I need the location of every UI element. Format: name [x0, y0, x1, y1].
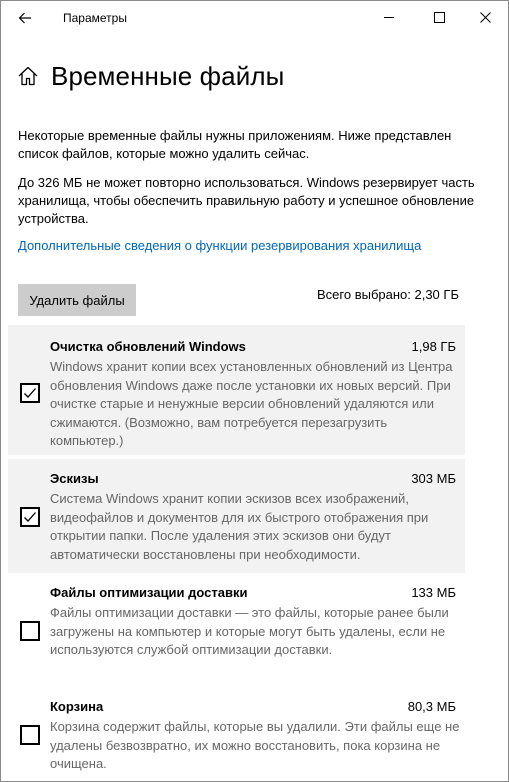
close-button[interactable]	[462, 1, 508, 33]
reserved-storage-link[interactable]: Дополнительные сведения о функции резервирования хранилища	[18, 238, 422, 253]
checkbox-thumbnails[interactable]	[20, 507, 40, 527]
close-icon	[480, 12, 491, 23]
checkbox-recycle-bin[interactable]	[20, 725, 40, 745]
delete-files-button[interactable]: Удалить файлы	[18, 284, 136, 316]
list-item-windows-update-cleanup[interactable]	[8, 325, 465, 455]
item-description: Корзина содержит файлы, которые вы удалили. Эти файлы еще не удалены безвозвратно, их можно восстановить, пока корзина не очищена.	[50, 719, 460, 771]
total-selected-text: Всего выбрано: 2,30 ГБ	[317, 287, 459, 302]
item-name: Файлы оптимизации доставки	[50, 585, 248, 600]
checkbox-delivery-optimization[interactable]	[20, 621, 40, 641]
back-button[interactable]	[9, 5, 41, 31]
page-title: Временные файлы	[51, 60, 285, 91]
item-name: Очистка обновлений Windows	[50, 339, 246, 354]
item-size: 133 МБ	[411, 585, 456, 600]
list-item-recycle-bin[interactable]	[8, 689, 465, 782]
item-name: Корзина	[50, 699, 104, 714]
back-arrow-icon	[18, 12, 32, 24]
item-description: Файлы оптимизации доставки — это файлы, которые ранее были загружены на компьютер и которые могут быть удалены, если не используются службой оптимизации доставки.	[50, 605, 449, 657]
item-description: Система Windows хранит копии эскизов всех изображений, видеофайлов и документов для их быстрого отображения при открытии папки. После удаления этих эскизов они будут автоматически восстановлены при необходимости.	[50, 491, 429, 562]
title-bar	[1, 1, 508, 35]
maximize-button[interactable]	[416, 1, 462, 33]
item-size: 80,3 МБ	[407, 699, 456, 714]
home-icon[interactable]	[17, 65, 39, 87]
minimize-button[interactable]	[366, 1, 412, 33]
checkbox-windows-update-cleanup[interactable]	[20, 383, 40, 403]
checkmark-icon	[22, 385, 38, 401]
item-size: 1,98 ГБ	[411, 339, 456, 354]
list-item-delivery-optimization[interactable]	[8, 575, 465, 685]
item-size: 303 МБ	[411, 471, 456, 486]
reserved-storage-text: До 326 МБ не может повторно использоваться. Windows резервирует часть хранилища, чтобы обеспечить правильную работу и успешное обновление устройства.	[18, 175, 475, 226]
item-description: Windows хранит копии всех установленных обновлений из Центра обновления Windows даже после установки их новых версий. При очистке старые и ненужные версии обновлений удаляются или сжимаются. (Возможно, вам потребуется перезагрузить компьютер.)	[50, 359, 453, 448]
intro-text: Некоторые временные файлы нужны приложениям. Ниже представлен список файлов, которые можно удалить сейчас.	[18, 128, 452, 161]
list-item-thumbnails[interactable]	[8, 459, 465, 573]
maximize-icon	[434, 12, 445, 23]
minimize-icon	[384, 12, 395, 23]
app-title: Параметры	[63, 11, 127, 25]
item-name: Эскизы	[50, 471, 99, 486]
page-header	[17, 59, 284, 93]
checkmark-icon	[22, 509, 38, 525]
